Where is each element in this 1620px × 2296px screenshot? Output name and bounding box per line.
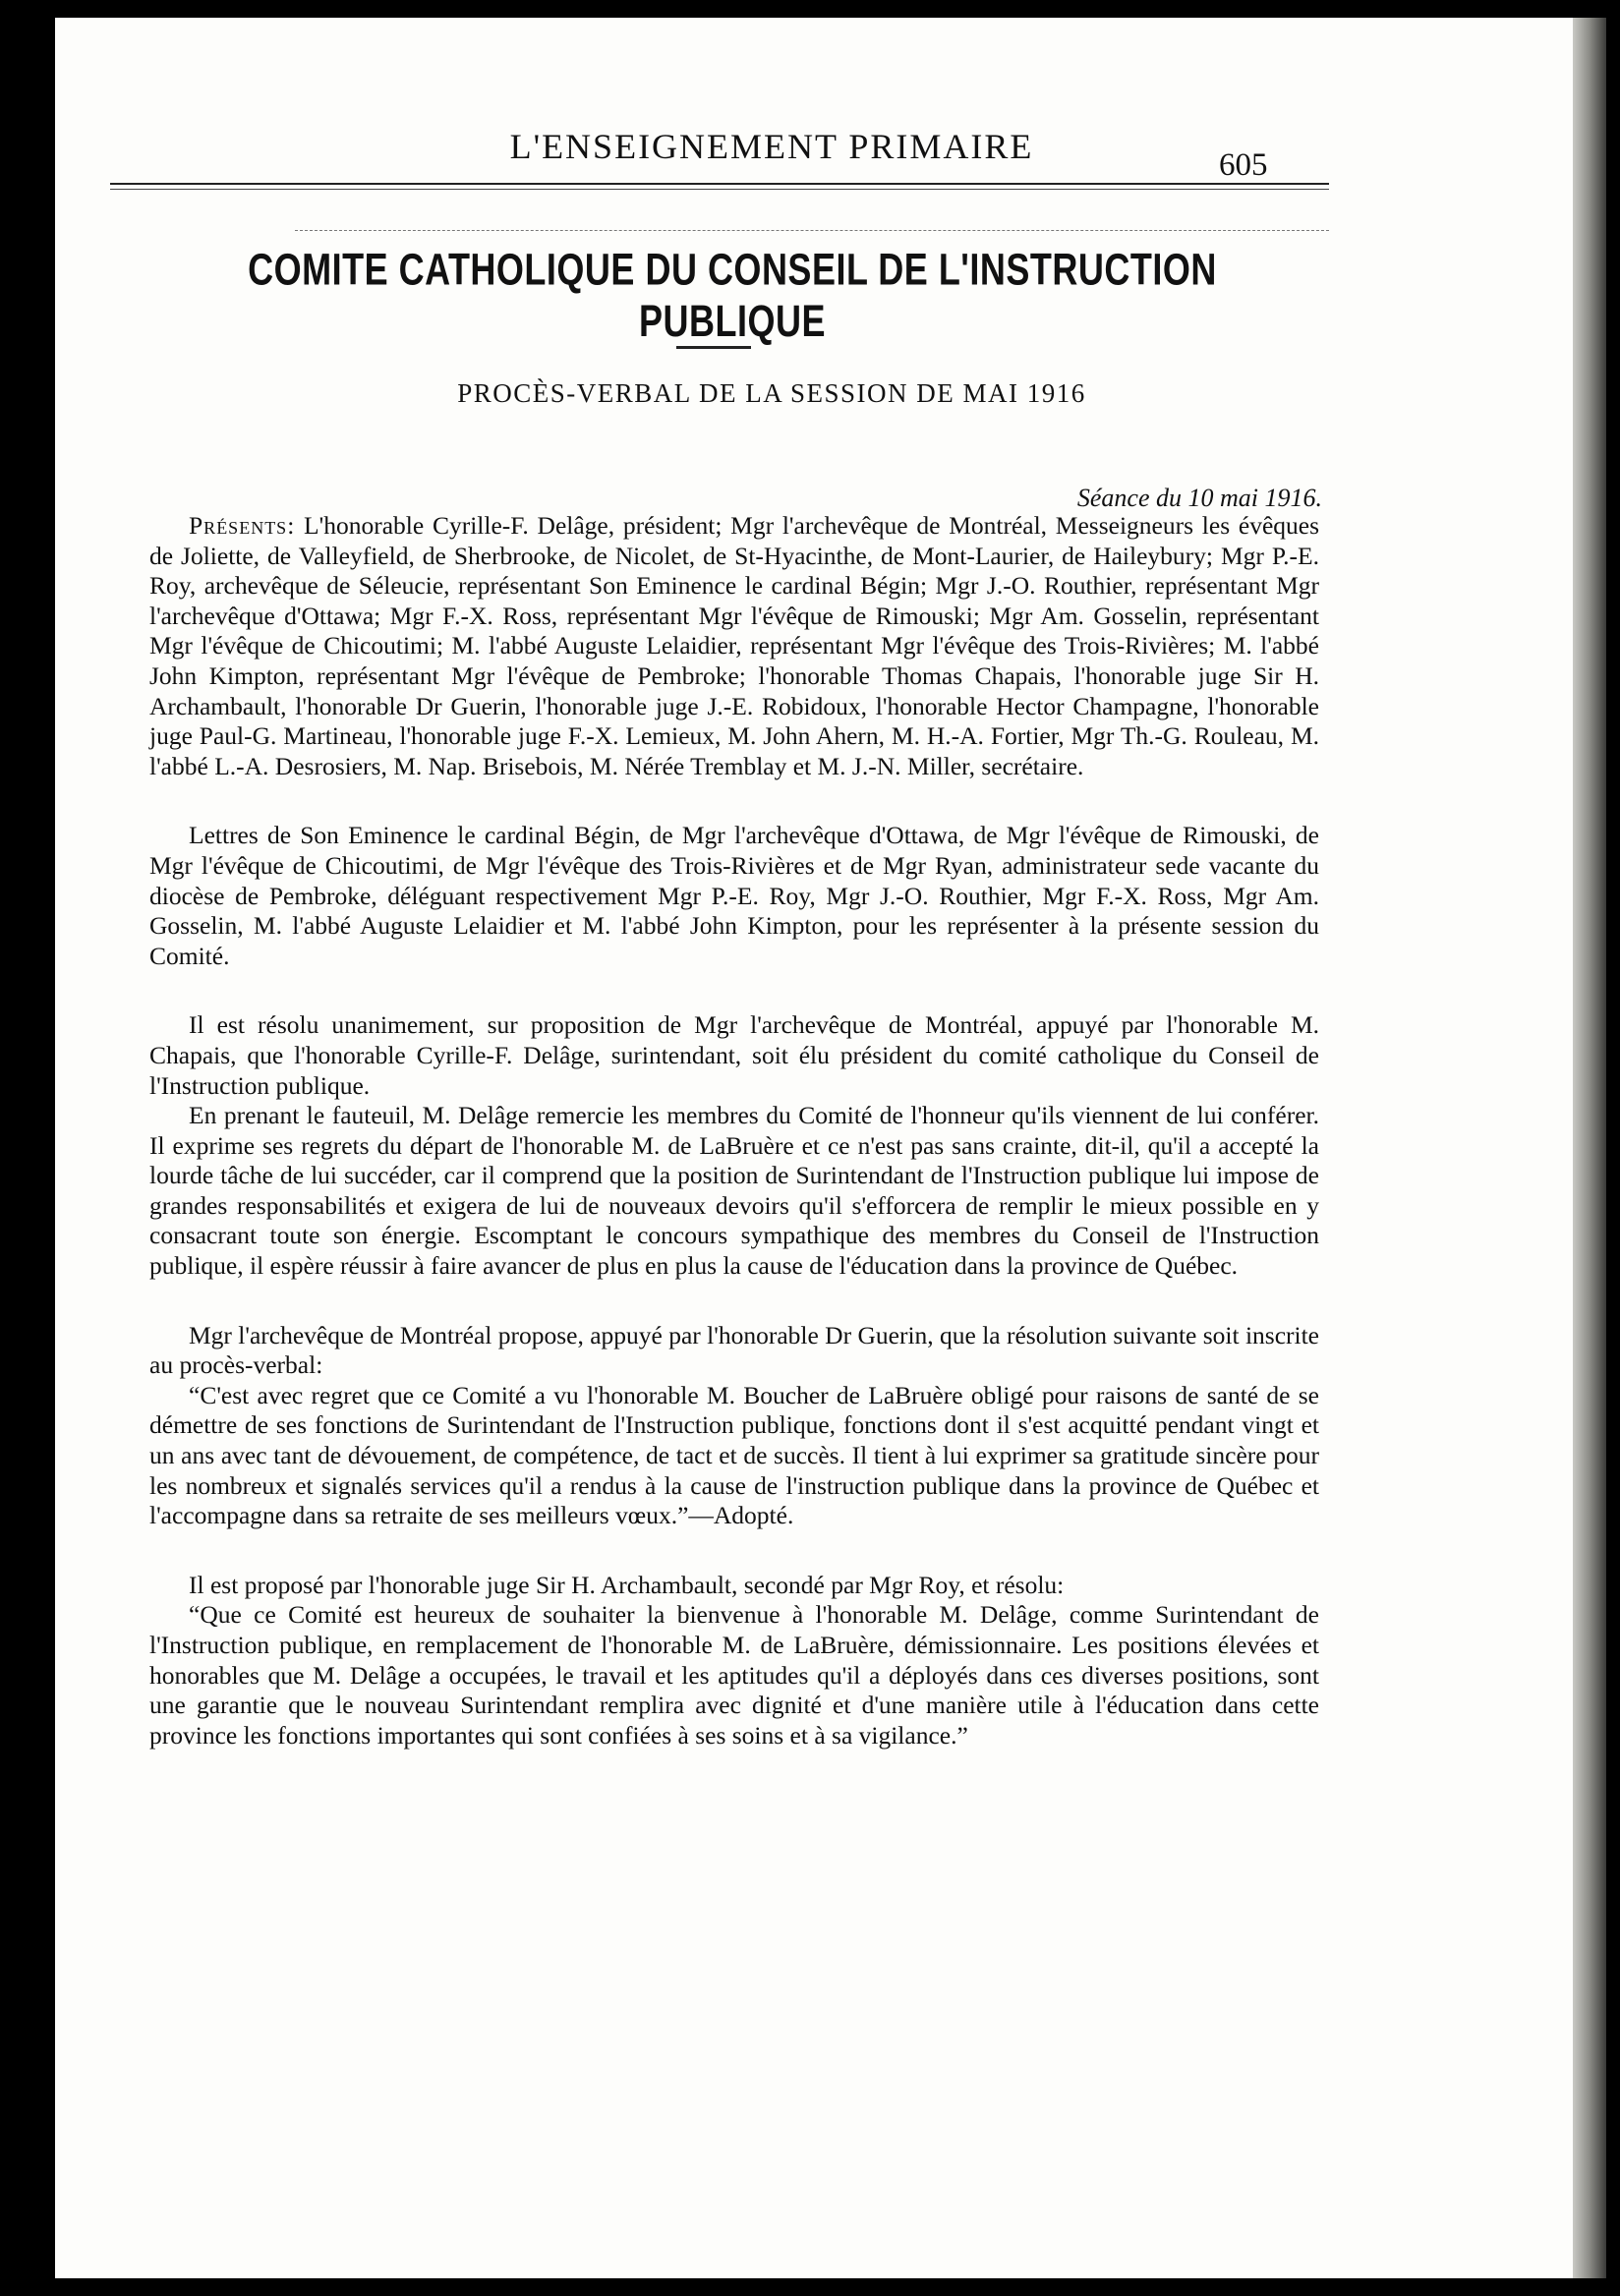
- paragraph: Mgr l'archevêque de Montréal propose, appuyé par l'honorable Dr Guerin, que la résolution suivante soit inscrite au procès-verbal:: [149, 1320, 1319, 1380]
- title-divider: [676, 346, 751, 349]
- page-edge: [1573, 18, 1606, 2278]
- document-subtitle: PROCÈS-VERBAL DE LA SESSION DE MAI 1916: [457, 378, 1086, 408]
- paragraph: “C'est avec regret que ce Comité a vu l'honorable M. Boucher de LaBruère obligé pour raisons de santé de se démettre de ses fonctions de Surintendant de l'Instruction publique, fonctions dont il s'est acquitté pendant vingt et un ans avec tant de dévouement, de compétence, de tact et de succès. Il tient à lui exprimer sa gratitude sincère pour les nombreux et signalés services qu'il a rendus à la cause de l'instruction publique dans la province de Québec et l'accompagne dans sa retraite de ses meilleurs vœux.”—Adopté.: [149, 1380, 1319, 1530]
- paragraph: Lettres de Son Eminence le cardinal Bégin, de Mgr l'archevêque d'Ottawa, de Mgr l'évêque de Rimouski, de Mgr l'évêque de Chicoutimi, de Mgr l'évêque des Trois-Rivières et de Mgr Ryan, administrateur sede vacante du diocèse de Pembroke, déléguant respectivement Mgr P.-E. Roy, Mgr J.-O. Routhier, Mgr F.-X. Ross, Mgr Am. Gosselin, M. l'abbé Auguste Lelaidier et M. l'abbé John Kimpton, pour les représenter à la présente session du Comité.: [149, 821, 1319, 970]
- presents-label: Présents:: [189, 511, 296, 540]
- paragraph: Il est proposé par l'honorable juge Sir H. Archambault, secondé par Mgr Roy, et résolu:: [189, 1570, 1065, 1599]
- header-rule: [110, 183, 1329, 190]
- paragraph: Il est résolu unanimement, sur proposition de Mgr l'archevêque de Montréal, appuyé par l'honorable M. Chapais, que l'honorable Cyrille-F. Delâge, surintendant, soit élu président du comité catholique du Conseil de l'Instruction publique.: [149, 1010, 1319, 1100]
- document-body: [149, 511, 1319, 1751]
- page-number: 605: [1219, 147, 1268, 183]
- paragraph: En prenant le fauteuil, M. Delâge remercie les membres du Comité de l'honneur qu'ils viennent de lui conférer. Il exprime ses regrets du départ de l'honorable M. de LaBruère et ce n'est pas sans crainte, dit-il, qu'il a accepté la lourde tâche de lui succéder, car il comprend que la position de Surintendant de l'Instruction publique lui impose de grandes responsabilités et exigera de lui de nouveaux devoirs qu'il s'efforcera de remplir le mieux possible en y consacrant toute son énergie. Escomptant le concours sympathique des membres du Conseil de l'Instruction publique, il espère réussir à faire avancer de plus en plus la cause de l'éducation dans la province de Québec.: [149, 1101, 1319, 1281]
- paragraph-presents: [149, 511, 1319, 781]
- header-dotted-rule: [295, 230, 1329, 231]
- document-title: COMITE CATHOLIQUE DU CONSEIL DE L'INSTRUCTION PUBLIQUE: [248, 244, 1217, 346]
- paragraph-text: L'honorable Cyrille-F. Delâge, président; Mgr l'archevêque de Montréal, Messeigneurs les évêques de Joliette, de Valleyfield, de Sherbrooke, de Nicolet, de St-Hyacinthe, de Mont-Laurier, de Haileybury; Mgr P.-E. Roy, archevêque de Séleucie, représentant Son Eminence le cardinal Bégin; Mgr J.-O. Routhier, représentant Mgr l'archevêque d'Ottawa; Mgr F.-X. Ross, représentant Mgr l'évêque de Rimouski; Mgr Am. Gosselin, représentant Mgr l'évêque de Chicoutimi; M. l'abbé Auguste Lelaidier, représentant Mgr l'évêque des Trois-Rivières; M. l'abbé John Kimpton, représentant Mgr l'évêque de Pembroke; l'honorable Thomas Chapais, l'honorable juge Sir H. Archambault, l'honorable Dr Guerin, l'honorable juge J.-E. Robidoux, l'honorable Hector Champagne, l'honorable juge Paul-G. Martineau, l'honorable juge F.-X. Lemieux, M. John Ahern, M. H.-A. Fortier, Mgr Th.-G. Rouleau, M. l'abbé L.-A. Desrosiers, M. Nap. Brisebois, M. Nérée Tremblay et M. J.-N. Miller, secrétaire.: [149, 511, 1319, 780]
- running-title: L'ENSEIGNEMENT PRIMAIRE: [509, 127, 1034, 166]
- paragraph: “Que ce Comité est heureux de souhaiter la bienvenue à l'honorable M. Delâge, comme Surintendant de l'Instruction publique, en remplacement de l'honorable M. de LaBruère, démissionnaire. Les positions élevées et honorables que M. Delâge a occupées, le travail et les aptitudes qu'il a déployés dans ces diverses positions, sont une garantie que le nouveau Surintendant remplira avec dignité et d'une manière utile à l'éducation dans cette province les fonctions importantes qui sont confiées à ses soins et à sa vigilance.”: [149, 1600, 1319, 1750]
- session-date: Séance du 10 mai 1916.: [1076, 484, 1322, 512]
